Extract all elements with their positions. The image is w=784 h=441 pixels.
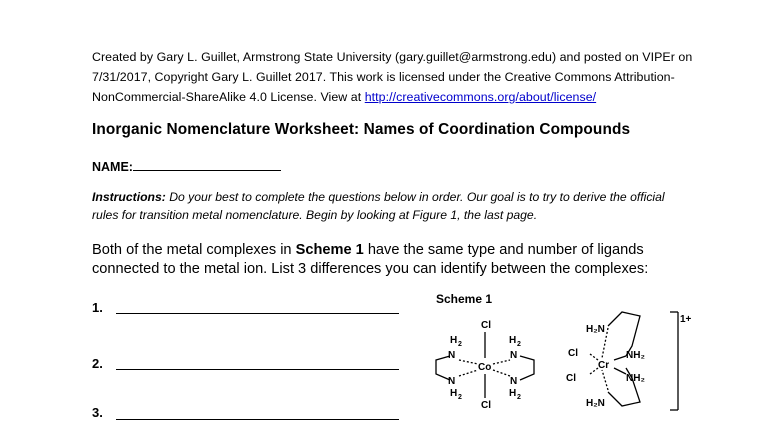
right-nh2-a: NH₂ bbox=[626, 350, 645, 361]
left-h-tl: H bbox=[450, 335, 458, 346]
answer-number-3: 3. bbox=[92, 405, 103, 420]
left-n-bl: N bbox=[448, 376, 456, 387]
left-h-bl-sub: 2 bbox=[458, 394, 462, 401]
question-post: have the same type and number of ligands connected to the metal ion. List 3 differences you can identify between the complexes: bbox=[92, 242, 649, 277]
question-paragraph bbox=[92, 241, 712, 279]
answer-line-2[interactable] bbox=[116, 355, 399, 370]
answer-number-1: 1. bbox=[92, 300, 103, 315]
left-metal: Co bbox=[478, 362, 492, 373]
right-cl-bottom: Cl bbox=[566, 373, 576, 384]
left-n-tl: N bbox=[448, 350, 456, 361]
left-h-tr: H bbox=[509, 335, 517, 346]
right-metal: Cr bbox=[598, 360, 610, 371]
scheme-right-complex bbox=[560, 306, 700, 414]
instructions-text: Do your best to complete the questions below in order. Our goal is to try to derive the official rules for transition metal nomenclature. Begin by looking at Figure 1, the last page. bbox=[92, 190, 665, 222]
scheme-left-complex bbox=[430, 312, 548, 422]
name-blank-line[interactable] bbox=[133, 157, 281, 171]
question-pre: Both of the metal complexes in bbox=[92, 242, 296, 258]
left-h-tr-sub: 2 bbox=[517, 341, 521, 348]
left-h-tl-sub: 2 bbox=[458, 341, 462, 348]
instructions-paragraph bbox=[92, 188, 692, 224]
name-field bbox=[92, 157, 281, 174]
credits-text: Created by Gary L. Guillet, Armstrong State University (gary.guillet@armstrong.edu) and posted on VIPEr on 7/31/2017, Copyright Gary L. Guillet 2017. This work is licensed under the Creative Commons Attribution-NonCommercial-ShareAlike 4.0 License. View at bbox=[92, 50, 693, 104]
left-n-br: N bbox=[510, 376, 518, 387]
name-label: NAME: bbox=[92, 160, 133, 174]
page-title: Inorganic Nomenclature Worksheet: Names of Coordination Compounds bbox=[92, 121, 631, 138]
scheme-label: Scheme 1 bbox=[436, 292, 493, 306]
right-charge: 1+ bbox=[680, 314, 692, 325]
left-bottom-cl: Cl bbox=[481, 400, 491, 411]
left-h-br: H bbox=[509, 388, 517, 399]
left-h-bl: H bbox=[450, 388, 458, 399]
right-h2n-top: H₂N bbox=[586, 324, 605, 335]
answer-line-3[interactable] bbox=[116, 405, 399, 420]
right-nh2-b: NH₂ bbox=[626, 373, 645, 384]
left-h-br-sub: 2 bbox=[517, 394, 521, 401]
right-cl-top: Cl bbox=[568, 348, 578, 359]
right-h2n-bottom: H₂N bbox=[586, 398, 605, 409]
credits-paragraph bbox=[92, 47, 712, 107]
left-n-tr: N bbox=[510, 350, 518, 361]
question-bold: Scheme 1 bbox=[295, 242, 364, 258]
answer-number-2: 2. bbox=[92, 356, 103, 371]
license-link[interactable]: http://creativecommons.org/about/license/ bbox=[364, 90, 597, 104]
answer-line-1[interactable] bbox=[116, 299, 399, 314]
left-top-cl: Cl bbox=[481, 320, 491, 331]
instructions-label: Instructions: bbox=[92, 190, 166, 204]
